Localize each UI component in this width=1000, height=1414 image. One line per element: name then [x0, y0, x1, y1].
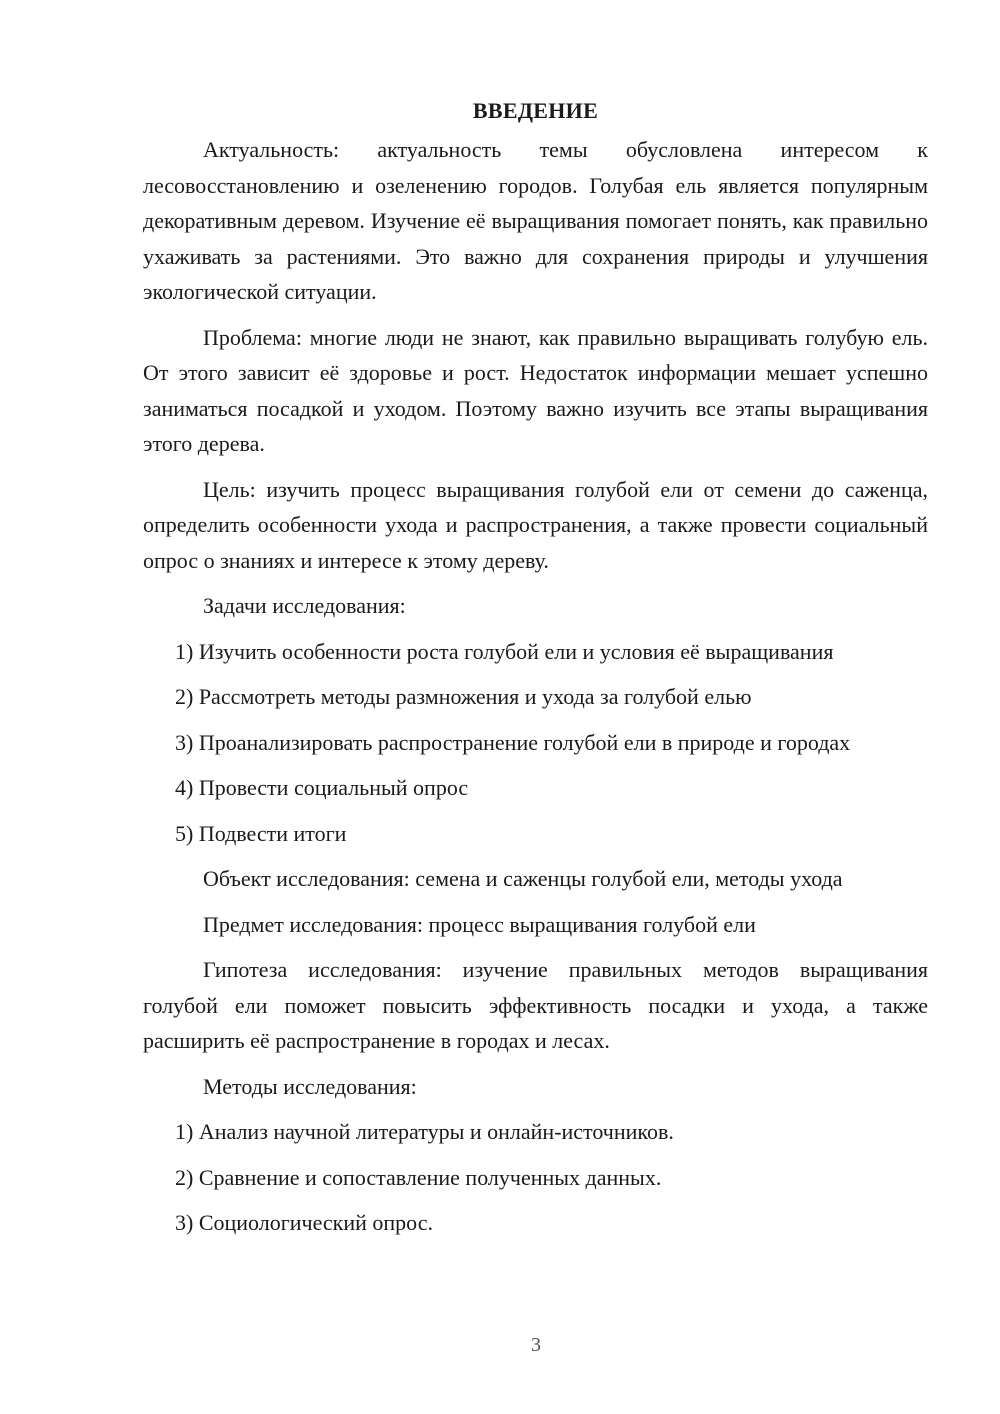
problem-paragraph: Проблема: многие люди не знают, как правильно выращивать голубую ель. От этого зависит её здоровье и рост. Недостаток информации мешает успешно заниматься посадкой и уходом. Поэтому важно изучить все этапы выращивания этого дерева.: [143, 324, 928, 456]
task-item: 4) Провести социальный опрос: [175, 775, 469, 800]
methods-heading: Методы исследования:: [203, 1073, 417, 1099]
task-item: 2) Рассмотреть методы размножения и ухода за голубой елью: [175, 684, 752, 709]
object-line: Объект исследования: семена и саженцы голубой ели, методы ухода: [203, 866, 843, 891]
method-item: 1) Анализ научной литературы и онлайн-источников.: [175, 1119, 674, 1144]
document-page: [143, 96, 928, 1251]
section-title: ВВЕДЕНИЕ: [472, 98, 599, 123]
task-item: 3) Проанализировать распространение голубой ели в природе и городах: [175, 729, 851, 755]
relevance-paragraph: Актуальность: актуальность темы обусловлена интересом к лесовосстановлению и озеленению городов. Голубая ель является популярным декоративным деревом. Изучение её выращивания помогает понять, как правильно ухаживать за растениями. Это важно для сохранения природы и улучшения экологической ситуации.: [143, 137, 928, 304]
goal-paragraph: Цель: изучить процесс выращивания голубой ели от семени до саженца, определить особенности ухода и распространения, а также провести социальный опрос о знаниях и интересе к этому дереву.: [143, 476, 928, 573]
subject-line: Предмет исследования: процесс выращивания голубой ели: [203, 911, 756, 937]
method-item: 2) Сравнение и сопоставление полученных данных.: [175, 1164, 662, 1190]
page-number: 3: [531, 1334, 541, 1356]
method-item: 3) Социологический опрос.: [175, 1210, 433, 1235]
hypothesis-paragraph: Гипотеза исследования: изучение правильных методов выращивания голубой ели поможет повысить эффективность посадки и ухода, а также расширить её распространение в городах и лесах.: [143, 957, 928, 1053]
task-item: 1) Изучить особенности роста голубой ели и условия её выращивания: [175, 638, 834, 664]
task-item: 5) Подвести итоги: [175, 820, 347, 846]
tasks-heading: Задачи исследования:: [203, 593, 406, 618]
